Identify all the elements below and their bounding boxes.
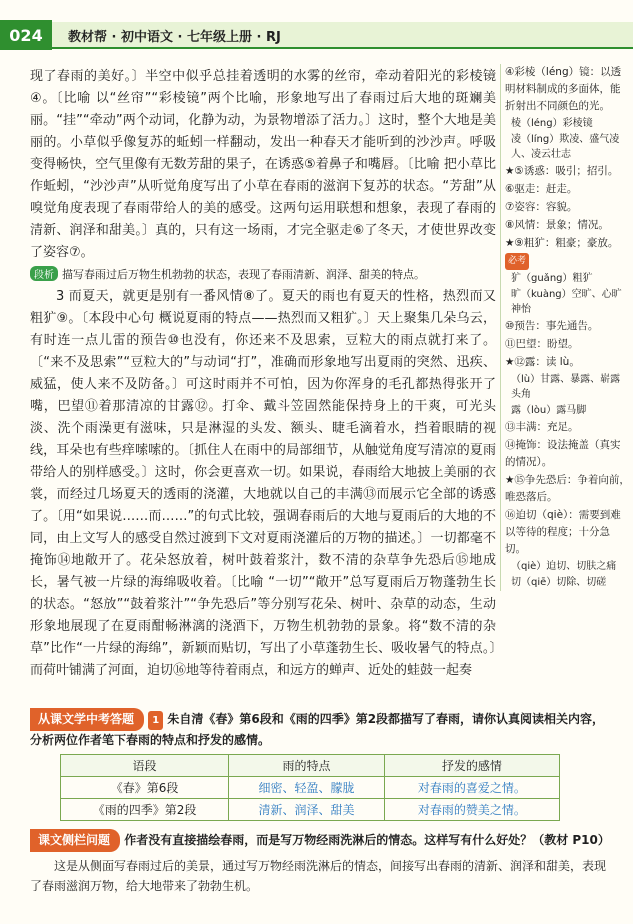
header-divider xyxy=(52,47,633,49)
question-1 xyxy=(30,708,610,750)
analysis-badge: 段析 xyxy=(30,266,58,281)
note-item: ⑧风情：景象；情况。 xyxy=(505,219,609,231)
paragraph-spring: 现了春雨的美好。〕半空中似乎总挂着透明的水雾的丝帘，牵动着阳光的彩棱镜④。〔比喻 以“丝帘”“彩棱镜”两个比喻，形象地写出了春雨过后大地的斑斓美丽。“挂”“牵动”两个动词，化静为动，为景物增添了活力。〕这时，整个大地是美丽的。小草似乎像复苏的蚯蚓一样翻动，发出一种春天才能听到的沙沙声。呼吸变得畅快，空气里像有无数芳甜的果子，在诱惑⑤着鼻子和嘴唇。〔比喻 把小草比作蚯蚓，“沙沙声”从听觉角度写出了小草在春雨的滋润下复苏的状态。“芳甜”从嗅觉角度表现了春雨带给人的美的感受。这两句运用联想和想象，表现了春雨的清新、润泽和甜美。〕真的，只有这一场雨，才完全驱走⑥了冬天，才使世界改变了姿容⑦。 xyxy=(30,69,496,260)
question-number: 1 xyxy=(148,711,163,730)
answer-text: 这是从侧面写春雨过后的美景，通过写万物经雨洗淋后的情态，间接写出春雨的清新、润泽和甜美，表现了春雨滋润万物，给大地带来了勃勃生机。 xyxy=(30,859,607,893)
note-item: 犷（guǎng）粗犷 xyxy=(511,273,593,284)
table-cell: 清新、润泽、甜美 xyxy=(229,799,385,821)
note-item: 切（qiē）切除、切磋 xyxy=(511,577,607,588)
note-item: ⑯迫切（qiè）：需要到难以等待的程度；十分急切。 xyxy=(505,509,621,555)
book-title: 教材帮 · 初中语文 · 七年级上册 · RJ xyxy=(68,30,281,45)
note-item: ⑬丰满：充足。 xyxy=(505,421,579,433)
note-item: ★⑤诱惑：吸引；招引。 xyxy=(505,165,619,177)
note-item: ⑦姿容：容貌。 xyxy=(505,201,578,213)
note-item: 露（lòu）露马脚 xyxy=(511,405,587,416)
note-item: ④彩棱（léng）镜：以透明材料制成的多面体，能折射出不同颜色的光。 xyxy=(505,66,622,112)
section-title-exam: 从课文学中考答题 xyxy=(30,708,144,731)
answer-table xyxy=(60,754,560,821)
question-text: 作者没有直接描绘春雨，而是写万物经雨洗淋后的情态。这样写有什么好处？（教材 P10） xyxy=(124,833,610,847)
table-cell: 对春雨的赞美之情。 xyxy=(384,799,559,821)
paragraph-summer: 3 而夏天，就更是别有一番风情⑧了。夏天的雨也有夏天的性格，热烈而又粗犷⑨。〔本段中心句 概说夏雨的特点——热烈而又粗犷。〕天上聚集几朵乌云，有时连一点儿雷的预告⑩也没有，你还来不及思索，豆粒大的雨点就打来了。〔“来不及思索”“豆粒大的”与动词“打”，准确而形象地写出夏雨的突然、迅疾、威猛，使人来不及防备。〕可这时雨并不可怕，因为你浑身的毛孔都热得张开了嘴，巴望⑪着那清凉的甘露⑫。打伞、戴斗笠固然能保持身上的干爽，可光头淡、洗个雨澡更有滋味，只是淋湿的头发、额头、睫毛滴着水，挡着眼睛的视线，耳朵也有些痒嗦嗦的。〔抓住人在雨中的局部细节，从触觉角度写清凉的夏雨带给人的别样感受。〕这时，你会更喜欢一切。如果说，春雨给大地披上美丽的衣裳，而经过几场夏天的透雨的浇灌，大地就以自己的丰满⑬而展示它全部的诱惑了。〔用“如果说……而……”的句式比较，强调春雨后的大地与夏雨后的大地的不同，由上文写人的感受自然过渡到下文对夏雨浇灌后的万物的描述。〕一切都毫不掩饰⑭地敞开了。花朵怒放着，树叶鼓着浆汁，数不清的杂草争先恐后⑮地成长，暑气被一片绿的海绵吸收着。〔比喻 “一切”“敞开”总写夏雨后万物蓬勃生长的状态。“怒放”“鼓着浆汁”“争先恐后”等分别写花朵、树叶、杂草的动态，生动形象地展现了在夏雨酣畅淋漓的浇酒下，万物生机勃勃的景象。将“数不清的杂草”比作“一片绿的海绵”，新颖而贴切，写出了小草蓬勃生长、吸收暑气的特点。〕而荷叶铺满了河面，迫切⑯地等待着雨点，和远方的蝉声、近处的蛙鼓一起奏 xyxy=(30,289,496,678)
note-item: （qiè）迫切、切肤之痛 xyxy=(511,561,617,572)
table-cell: 细密、轻盈、朦胧 xyxy=(229,777,385,799)
note-item: ⑩预告：事先通告。 xyxy=(505,320,599,332)
note-item: ⑥驱走：赶走。 xyxy=(505,183,578,195)
table-row xyxy=(61,799,560,821)
table-header: 雨的特点 xyxy=(229,755,385,777)
note-item xyxy=(505,235,630,270)
annotation-sidebar xyxy=(500,64,630,591)
section-title-sidebar-question: 课文侧栏问题 xyxy=(30,829,120,852)
question-2 xyxy=(30,829,610,852)
exam-section xyxy=(30,708,610,896)
table-cell: 《春》第6段 xyxy=(61,777,229,799)
table-cell: 《雨的四季》第2段 xyxy=(61,799,229,821)
note-item: ⑪巴望：盼望。 xyxy=(505,338,579,350)
note-item: ★⑫露：读 lù。 xyxy=(505,356,580,368)
note-item: 凌（líng）欺凌、盛气凌人、凌云壮志 xyxy=(511,134,620,160)
analysis-text: 描写春雨过后万物生机勃勃的状态，表现了春雨清新、润泽、甜美的特点。 xyxy=(62,268,425,281)
note-item: （lù）甘露、暴露、崭露头角 xyxy=(511,374,621,400)
note-item: 旷（kuàng）空旷、心旷神怡 xyxy=(511,289,622,315)
table-header: 语段 xyxy=(61,755,229,777)
table-header-row xyxy=(61,755,560,777)
table-header: 抒发的感情 xyxy=(384,755,559,777)
table-cell: 对春雨的喜爱之情。 xyxy=(384,777,559,799)
page-number: 024 xyxy=(0,20,52,50)
note-item: 棱（léng）彩棱镜 xyxy=(511,118,593,129)
table-row xyxy=(61,777,560,799)
page-header xyxy=(0,0,633,56)
paragraph-analysis xyxy=(30,266,496,282)
note-item: ★⑮争先恐后：争着向前，唯恐落后。 xyxy=(505,474,630,503)
must-test-badge: 必考 xyxy=(505,253,529,270)
question-text: 朱自清《春》第6段和《雨的四季》第2段都描写了春雨，请你认真阅读相关内容，分析两位作者笔下春雨的特点和抒发的感情。 xyxy=(30,712,605,747)
note-item: ⑭掩饰：设法掩盖（真实的情况）。 xyxy=(505,439,621,468)
note-text: ★⑨粗犷：粗豪；豪放。 xyxy=(505,237,619,249)
main-text xyxy=(30,66,496,682)
